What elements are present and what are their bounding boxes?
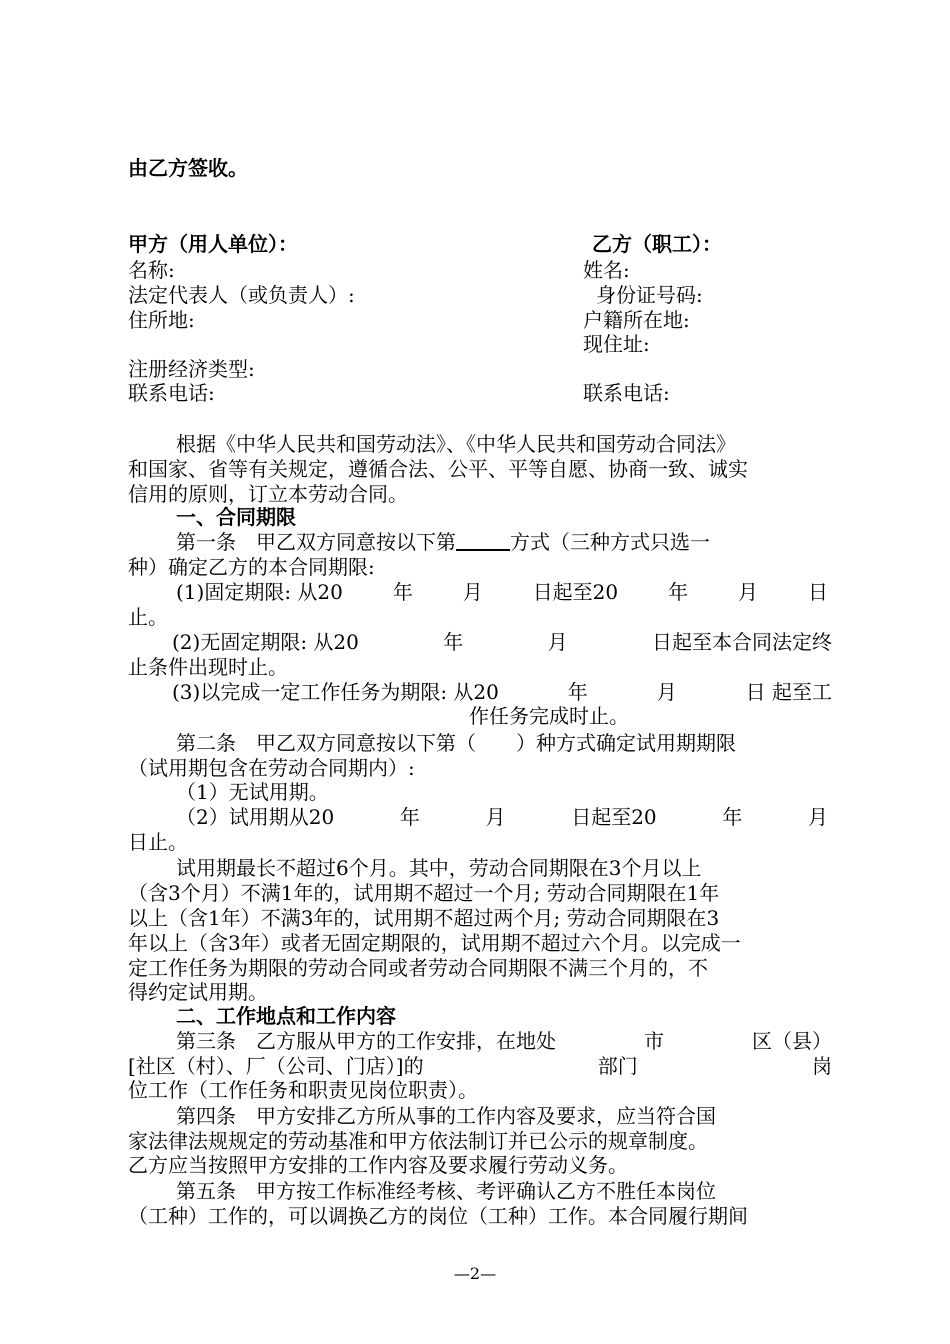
party-b-phone: 联系电话:	[583, 381, 670, 405]
art5-line: 第五条 甲方按工作标准经考核、考评确认乙方不胜任本岗位	[176, 1179, 716, 1203]
probation-limits-line: （含3个月）不满1年的，试用期不超过一个月; 劳动合同期限在1年	[128, 881, 720, 905]
art2-opt2: （2）试用期从20 年 月 日起至20 年 月	[176, 805, 828, 829]
art1-opt3: (3)以完成一定工作任务为期限: 从20 年 月 日 起至工	[172, 680, 832, 704]
probation-limits-line: 定工作任务为期限的劳动合同或者劳动合同期限不满三个月的，不	[128, 956, 708, 980]
probation-limits-line: 以上（含1年）不满3年的，试用期不超过两个月; 劳动合同期限在3	[128, 906, 720, 930]
section-title-work: 二、工作地点和工作内容	[176, 1004, 396, 1028]
party-a-phone: 联系电话:	[128, 381, 215, 405]
art3-line1: 第三条 乙方服从甲方的工作安排，在地处 市 区（县）	[176, 1029, 832, 1053]
art4-line: 乙方应当按照甲方安排的工作内容及要求履行劳动义务。	[128, 1153, 628, 1177]
preamble-line: 根据《中华人民共和国劳动法》、《中华人民共和国劳动合同法》	[176, 432, 736, 456]
art1-line1: 第一条 甲乙双方同意按以下第 方式（三种方式只选一	[176, 530, 710, 554]
party-a-heading: 甲方（用人单位）：	[128, 232, 298, 256]
art5-line: （工种）工作的，可以调换乙方的岗位（工种）工作。本合同履行期间	[128, 1204, 748, 1228]
art3-line3: 位工作（工作任务和职责见岗位职责）。	[128, 1078, 478, 1102]
art1-line2: 种）确定乙方的本合同期限:	[128, 555, 375, 579]
probation-limits-line: 年以上（含3年）或者无固定期限的，试用期不超过六个月。以完成一	[128, 931, 741, 955]
probation-limits-line: 试用期最长不超过6个月。其中，劳动合同期限在3个月以上	[176, 856, 702, 880]
party-b-id: 身份证号码:	[596, 283, 703, 307]
party-a-name: 名称:	[128, 258, 175, 282]
art1-opt2-end: 止条件出现时止。	[128, 655, 288, 679]
art2-opt1: （1）无试用期。	[176, 780, 329, 804]
party-b-heading: 乙方（职工）：	[592, 232, 722, 256]
party-b-hukou: 户籍所在地:	[583, 308, 690, 332]
party-b-residence: 现住址:	[583, 332, 650, 356]
blank-underline	[456, 531, 510, 551]
intro-tail: 由乙方签收。	[128, 156, 248, 180]
art2-line2: （试用期包含在劳动合同期内）:	[128, 756, 415, 780]
art4-line: 第四条 甲方安排乙方所从事的工作内容及要求，应当符合国	[176, 1104, 716, 1128]
party-a-rep: 法定代表人（或负责人）:	[128, 283, 355, 307]
art1-opt2: (2)无固定期限: 从20 年 月 日起至本合同法定终	[172, 630, 832, 654]
party-b-name: 姓名:	[583, 258, 630, 282]
section-title-term: 一、合同期限	[176, 505, 296, 529]
preamble-line: 信用的原则，订立本劳动合同。	[128, 482, 408, 506]
party-a-address: 住所地:	[128, 308, 195, 332]
art1-opt1-end: 止。	[128, 605, 168, 629]
art1-opt3-end: 作任务完成时止。	[469, 704, 629, 728]
party-a-econ-type: 注册经济类型:	[128, 357, 255, 381]
page-number: —2—	[453, 1264, 497, 1283]
art4-line: 家法律法规规定的劳动基准和甲方依法制订并已公示的规章制度。	[128, 1129, 708, 1153]
art3-line2: [社区（村）、厂（公司、门店）]的 部门 岗	[128, 1054, 832, 1078]
art1-opt1: (1)固定期限: 从20 年 月 日起至20 年 月 日	[176, 580, 828, 604]
art2-line1: 第二条 甲乙双方同意按以下第（ ）种方式确定试用期期限	[176, 731, 736, 755]
probation-limits-line: 得约定试用期。	[128, 980, 268, 1004]
preamble-line: 和国家、省等有关规定，遵循合法、公平、平等自愿、协商一致、诚实	[128, 457, 748, 481]
art2-opt2-end: 日止。	[128, 830, 188, 854]
